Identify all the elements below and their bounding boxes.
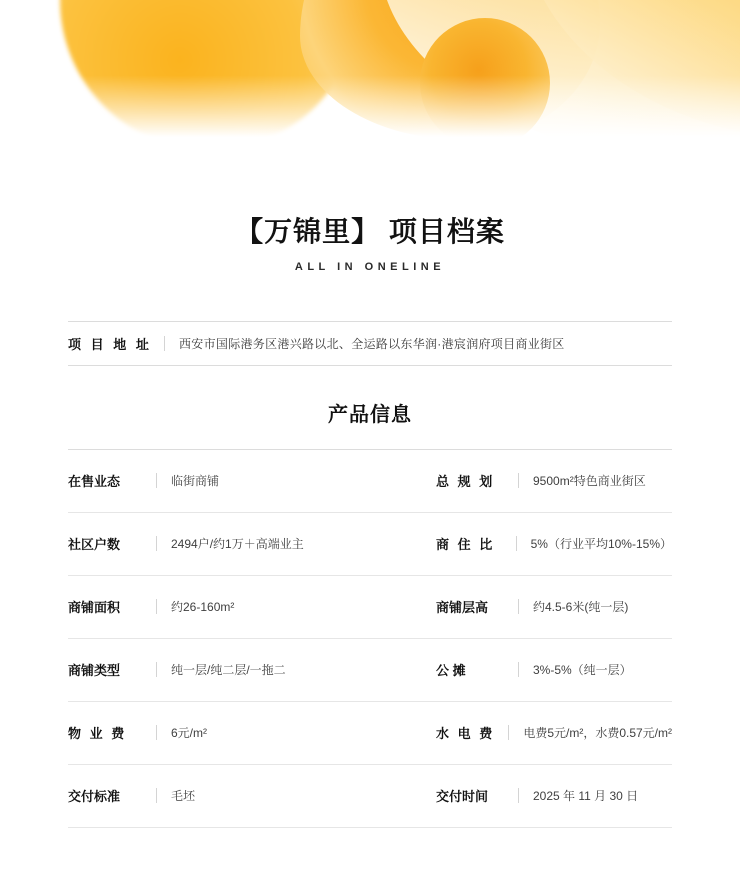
spec-label: 交付标准 [68, 788, 121, 804]
spec-cell-right [370, 534, 672, 554]
spec-value: 约4.5-6米(纯一层) [533, 600, 629, 615]
product-spec-table [68, 449, 672, 828]
spec-label: 交付时间 [436, 788, 489, 804]
cell-divider [156, 788, 157, 803]
spec-value: 2494户/约1万＋高端业主 [171, 537, 304, 552]
table-row [68, 450, 672, 513]
banner-fade-overlay [0, 0, 740, 137]
spec-label: 社区户数 [68, 536, 121, 552]
cell-divider [518, 662, 519, 677]
cell-divider [516, 536, 517, 551]
spec-cell-right [370, 597, 672, 617]
spec-value: 2025 年 11 月 30 日 [533, 789, 639, 804]
spec-cell-left [68, 534, 370, 554]
cell-divider [156, 536, 157, 551]
spec-label: 商铺层高 [436, 599, 489, 615]
spec-label: 物 业 费 [68, 725, 127, 741]
address-row [68, 322, 672, 365]
spec-label: 商铺面积 [68, 599, 121, 615]
spec-label: 在售业态 [68, 473, 121, 489]
table-row [68, 765, 672, 828]
table-row [68, 576, 672, 639]
header-banner-graphic [0, 0, 740, 137]
spec-value: 临街商铺 [171, 474, 220, 489]
page-subtitle: ALL IN ONELINE [294, 260, 446, 273]
spec-value: 6元/m² [171, 726, 208, 741]
spec-cell-right [370, 660, 672, 680]
spec-cell-right [370, 471, 672, 491]
title-block [0, 137, 740, 273]
spec-value: 毛坯 [171, 789, 196, 804]
cell-divider [156, 662, 157, 677]
address-value: 西安市国际港务区港兴路以北、全运路以东华润·港宸润府项目商业街区 [179, 336, 565, 351]
spec-cell-left [68, 786, 370, 806]
product-section-title: 产品信息 [328, 403, 412, 426]
cell-divider [156, 725, 157, 740]
spec-label: 商 住 比 [436, 536, 495, 552]
spec-cell-left [68, 471, 370, 491]
spec-value: 电费5元/m²，水费0.57元/m² [523, 726, 672, 741]
spec-value: 3%-5%（纯一层） [533, 663, 632, 678]
spec-value: 约26-160m² [171, 600, 235, 615]
spec-cell-left [68, 660, 370, 680]
cell-divider [508, 725, 509, 740]
table-row [68, 639, 672, 702]
spec-label: 商铺类型 [68, 662, 121, 678]
cell-divider [518, 473, 519, 488]
spec-value: 9500m²特色商业街区 [533, 474, 646, 489]
address-divider [164, 336, 165, 351]
cell-divider [156, 599, 157, 614]
spec-cell-right [370, 786, 672, 806]
spec-value: 纯一层/纯二层/一拖二 [171, 663, 286, 678]
spec-label: 总 规 划 [436, 473, 495, 489]
address-section [68, 321, 672, 366]
table-row [68, 702, 672, 765]
spec-cell-left [68, 597, 370, 617]
address-label: 项 目 地 址 [68, 336, 152, 352]
page-title: 【万锦里】 项目档案 [235, 216, 505, 247]
spec-value: 5%（行业平均10%-15%） [530, 537, 672, 552]
table-row [68, 513, 672, 576]
cell-divider [518, 599, 519, 614]
spec-label: 公 摊 [436, 662, 466, 678]
spec-cell-right [370, 723, 672, 743]
cell-divider [156, 473, 157, 488]
spec-cell-left [68, 723, 370, 743]
cell-divider [518, 788, 519, 803]
spec-label: 水 电 费 [436, 725, 495, 741]
